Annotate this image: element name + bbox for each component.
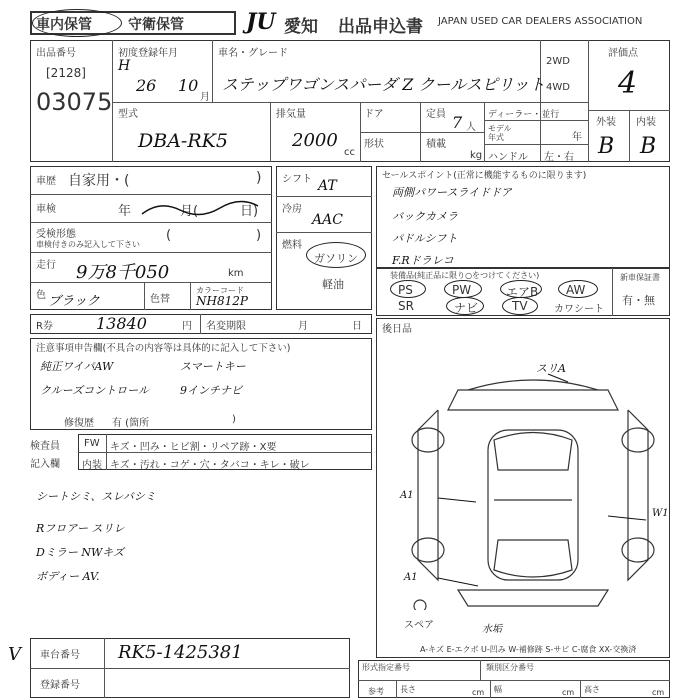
ext-label: 外装 — [596, 117, 616, 128]
recv-paren-r: ) — [256, 228, 262, 243]
load-unit: kg — [470, 150, 483, 161]
check-mark: V — [8, 644, 21, 665]
equip-sr: SR — [398, 299, 414, 313]
reg-era: H — [118, 58, 131, 74]
note-4: 9インチナビ — [180, 384, 242, 397]
name-label: 車名・グレード — [218, 48, 288, 59]
lot-label: 出品番号 — [36, 48, 76, 59]
ext-value: B — [598, 134, 615, 159]
color-no-label: 色替 — [150, 294, 170, 305]
equip-airbag: エアB — [506, 285, 539, 299]
equip-aw: AW — [566, 283, 586, 297]
equip-tv: TV — [512, 299, 528, 313]
reg-year: 26 — [136, 76, 157, 95]
equip-navi: ナビ — [454, 301, 479, 315]
warranty-value: 有・無 — [622, 294, 655, 307]
selling-item-2: バックカメラ — [392, 210, 458, 223]
circle-ps — [390, 280, 426, 298]
history-value: 自家用・( — [68, 173, 130, 189]
recv-sub: 車検付きのみ記入して下さい — [36, 240, 140, 249]
fuel-diesel: 軽油 — [322, 278, 344, 291]
deadline-label: 名変期限 — [206, 321, 246, 332]
circle-navi — [446, 297, 484, 315]
car-diagram — [398, 370, 668, 610]
circle-mark — [32, 9, 122, 37]
hei-cm: cm — [652, 688, 665, 697]
mark-w1-right: W1 — [652, 508, 669, 519]
shift-value: AT — [318, 178, 337, 194]
selling-item-1: 両側パワースライドドア — [392, 186, 512, 199]
mark-a1-left: A1 — [400, 490, 414, 501]
r-value: 13840 — [96, 314, 147, 333]
fw-label: FW — [84, 438, 100, 449]
fuel-gas-circle — [306, 242, 366, 268]
remark-3: Dミラー NWキズ — [36, 546, 125, 559]
cap-value: 7 — [452, 113, 463, 132]
fw-items: キズ・凹み・ヒビ割・リペア跡・X要 — [110, 442, 277, 453]
ref-label: 参考 — [368, 687, 384, 696]
int-value: B — [640, 134, 657, 159]
disp-unit: cc — [344, 147, 355, 158]
circle-aw — [558, 280, 598, 298]
reg-label: 初度登録年月 — [118, 48, 178, 59]
len-cm: cm — [472, 688, 485, 697]
handle-value: 左・右 — [544, 152, 574, 163]
equip-pw: PW — [452, 283, 472, 297]
repair-label: 修復歴 — [64, 418, 94, 429]
repair-close: ) — [232, 414, 236, 425]
history-close: ) — [256, 170, 262, 186]
spare-label: スペア — [404, 620, 434, 631]
inspect-label: 車検 — [36, 204, 56, 215]
door-label: ドア — [364, 109, 384, 120]
color-value: ブラック — [48, 294, 100, 309]
inspect-scribble — [140, 198, 260, 220]
inspect-day: 日) — [240, 204, 259, 219]
int-label: 内装 — [636, 117, 656, 128]
circle-airbag — [500, 280, 542, 298]
tag-car-storage: 車内保管 — [36, 17, 92, 33]
selling-item-3: パドルシフト — [392, 232, 458, 245]
form-title: 出品申込書 — [338, 17, 423, 37]
color-code-label: カラーコード — [196, 286, 244, 295]
chassis-label: 車台番号 — [40, 650, 80, 661]
note-2: スマートキー — [180, 360, 246, 373]
load-label: 積載 — [426, 139, 446, 150]
entry-label: 記入欄 — [30, 459, 60, 470]
reg-month: 10 — [178, 76, 199, 95]
cap-label: 定員 — [426, 109, 446, 120]
mileage-value: 9万8千050 — [76, 262, 170, 283]
model-year-label: モデル年式 — [488, 124, 512, 142]
lot-number: 03075 — [36, 88, 113, 116]
hei-label: 高さ — [584, 685, 600, 694]
fuel-gas: ガソリン — [314, 252, 358, 265]
name-value: ステップワゴンスパーダ Z クールスピリット — [222, 75, 546, 94]
ac-label: 冷房 — [282, 204, 302, 215]
reg-no-label: 登録番号 — [40, 680, 80, 691]
cap-unit: 人 — [466, 122, 476, 133]
model-year-unit: 年 — [572, 132, 582, 143]
int-items: キズ・汚れ・コゲ・穴・タバコ・キレ・破レ — [110, 460, 310, 471]
drive-4wd: 4WD — [546, 82, 570, 93]
shift-label: シフト — [282, 174, 312, 185]
selling-item-4: F.Rドラレコ — [392, 254, 454, 267]
reg-month-unit: 月 — [200, 92, 210, 103]
remark-2: Rフロアー スリレ — [36, 522, 125, 535]
ac-value: AAC — [312, 212, 343, 228]
inspect-year: 年 — [118, 204, 132, 219]
int-label2: 内装 — [82, 460, 102, 471]
disp-label: 排気量 — [276, 109, 306, 120]
disp-value: 2000 — [292, 130, 338, 151]
mark-a1-bottom: A1 — [404, 572, 418, 583]
inspector-label: 検査員 — [30, 441, 60, 452]
warranty-label: 新車保証書 — [620, 273, 660, 282]
circle-pw — [444, 280, 482, 298]
handle-label: ハンドル — [488, 152, 528, 163]
remark-4: ボディー AV. — [36, 570, 100, 583]
recv-label: 受検形態 — [36, 229, 76, 240]
r-ticket-row — [30, 314, 372, 334]
note-1: 純正ワイパAW — [40, 360, 114, 373]
association-name: JAPAN USED CAR DEALERS ASSOCIATION — [438, 16, 643, 27]
remark-1: シートシミ、スレバシミ — [36, 490, 156, 503]
repair-value: 有 (箇所 — [112, 418, 150, 429]
ju-logo: JU — [246, 9, 276, 35]
fuel-label: 燃料 — [282, 240, 302, 251]
equipment-label: 装備品(純正品に限り○をつけてください) — [390, 271, 540, 280]
color-label: 色 — [36, 290, 46, 301]
tag-guard-storage: 守衛保管 — [128, 17, 184, 33]
spec-label: 形式指定番号 — [362, 663, 410, 672]
wid-cm: cm — [562, 688, 575, 697]
circle-tv — [502, 297, 538, 315]
cat-label: 類別区分番号 — [486, 663, 534, 672]
dealer-label: ディーラー・並行 — [488, 110, 560, 120]
grade-label: 評価点 — [608, 48, 638, 59]
mileage-label: 走行 — [36, 260, 56, 271]
model-value: DBA-RK5 — [138, 130, 228, 152]
lot-sub: [2128] — [46, 66, 86, 80]
history-label: 車歴 — [36, 176, 56, 187]
r-label: R券 — [36, 321, 53, 332]
len-label: 長さ — [400, 685, 416, 694]
mark-water: 水垢 — [482, 624, 502, 635]
deadline-day: 日 — [352, 321, 362, 332]
mark-scratch-top: スリA — [536, 362, 566, 375]
r-unit: 円 — [182, 321, 192, 332]
chassis-value: RK5-1425381 — [118, 642, 243, 663]
note-3: クルーズコントロール — [40, 384, 149, 397]
shape-label: 形状 — [364, 139, 384, 150]
wid-label: 幅 — [494, 685, 502, 694]
afterday-label: 後日品 — [382, 324, 412, 335]
deadline-month: 月 — [298, 321, 308, 332]
mileage-unit: km — [228, 268, 244, 279]
selling-label: セールスポイント(正常に機能するものに限ります) — [382, 171, 587, 181]
drive-2wd: 2WD — [546, 56, 570, 67]
recv-paren-l: ( — [166, 228, 172, 243]
equip-seat: カワシート — [554, 304, 604, 315]
diagram-legend: A-キズ E-エクボ U-凹み W-補修跡 S-サビ C-腐食 XX-交換済 — [420, 645, 637, 654]
grade-value: 4 — [618, 66, 638, 101]
inspect-month: 月( — [180, 204, 199, 219]
equip-ps: PS — [398, 283, 413, 297]
model-label: 型式 — [118, 109, 138, 120]
org-name: 愛知 — [284, 17, 318, 37]
color-code-value: NH812P — [196, 294, 248, 308]
notes-label: 注意事項申告欄(不具合の内容等は具体的に記入して下さい) — [36, 343, 291, 354]
